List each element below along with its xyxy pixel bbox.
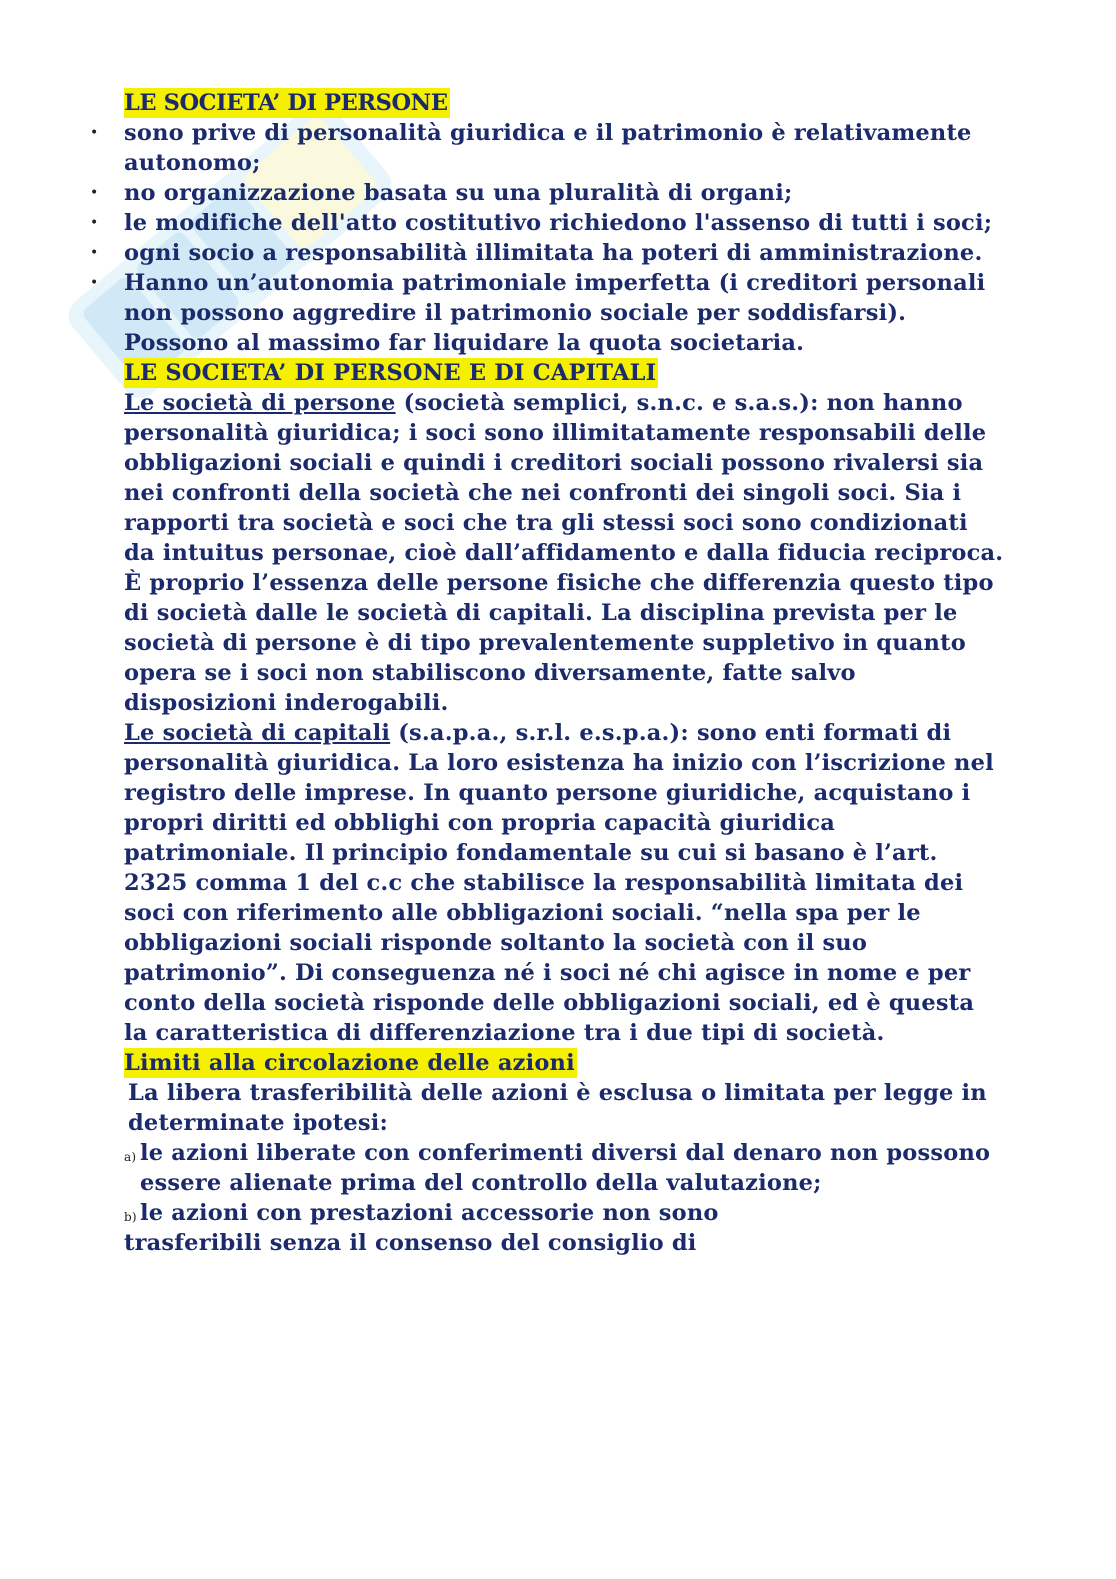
list-item: • no organizzazione basata su una pluralità di organi; [124,178,1004,208]
list-item: • Hanno un’autonomia patrimoniale imperfetta (i creditori personali non possono aggredire il patrimonio sociale per soddisfarsi). Possono al massimo far liquidare la quota societaria. [124,268,1004,358]
paragraph-text: (s.a.p.a., s.r.l. e.s.p.a.): sono enti formati di personalità giuridica. La loro esistenza ha inizio con l’iscrizione nel registro delle imprese. In quanto persone giuridiche, acquistano i propri diritti ed obblighi con propria capacità giuridica patrimoniale. Il principio fondamentale su cui si basano è l’art. 2325 comma 1 del c.c che stabilisce la responsabilità limitata dei soci con riferimento alle obbligazioni sociali. “nella spa per le obbligazioni sociali risponde soltanto la società con il suo patrimonio”. Di conseguenza né i soci né chi agisce in nome e per conto della società risponde delle obbligazioni sociali, ed è questa la caratteristica di differenziazione tra i due tipi di società. [124,720,994,1046]
list-item [124,1198,1004,1228]
list-item [124,1138,1004,1198]
section-persone [124,88,1004,358]
list-marker: b) [124,1210,137,1224]
document-body [124,88,1004,1258]
paragraph-intro: La libera trasferibilità delle azioni è esclusa o limitata per legge in determinate ipotesi: [128,1080,987,1136]
section-heading-limiti: Limiti alla circolazione delle azioni [124,1050,575,1076]
section-persone-capitali [124,358,1004,1048]
term-societa-capitali: Le società di capitali [124,720,391,746]
paragraph-societa-capitali [124,718,1004,1048]
lettered-list [124,1138,1004,1228]
list-item: • ogni socio a responsabilità illimitata ha poteri di amministrazione. [124,238,1004,268]
section-limiti-azioni [124,1048,1004,1258]
paragraph-societa-persone [124,388,1004,718]
bullet-list [124,118,1004,358]
list-item-text: le azioni liberate con conferimenti diversi dal denaro non possono essere alienate prima del controllo della valutazione; [140,1140,991,1196]
paragraph-text: (società semplici, s.n.c. e s.a.s.): non hanno personalità giuridica; i soci sono illimitatamente responsabili delle obbligazioni sociali e quindi i creditori sociali possono rivalersi sia nei confronti della società che nei confronti dei singoli soci. Sia i rapporti tra società e soci che tra gli stessi soci sono condizionati da intuitus personae, cioè dall’affidamento e dalla fiducia reciproca. È proprio l’essenza delle persone fisiche che differenzia questo tipo di società dalle le società di capitali. La disciplina prevista per le società di persone è di tipo prevalentemente suppletivo in quanto opera se i soci non stabiliscono diversamente, fatte salvo disposizioni inderogabili. [124,390,1004,716]
section-heading-persone: LE SOCIETA’ DI PERSONE [124,90,448,116]
paragraph-tail: trasferibili senza il consenso del consiglio di [124,1230,697,1256]
term-societa-persone: Le società di persone [124,390,396,416]
list-marker: a) [124,1150,137,1164]
list-item: • le modifiche dell'atto costitutivo richiedono l'assenso di tutti i soci; [124,208,1004,238]
section-heading-persone-capitali: LE SOCIETA’ DI PERSONE E DI CAPITALI [124,360,657,386]
list-item-text: le azioni con prestazioni accessorie non sono [140,1200,719,1226]
list-item: • sono prive di personalità giuridica e il patrimonio è relativamente autonomo; [124,118,1004,178]
